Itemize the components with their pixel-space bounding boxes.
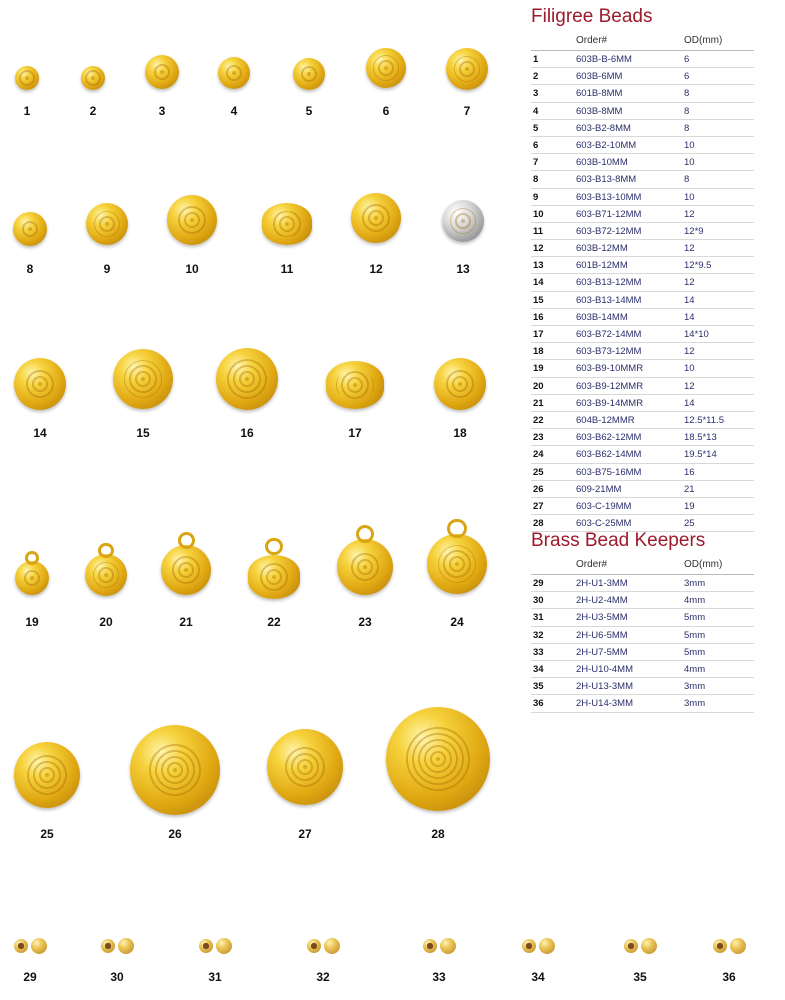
bead-label: 8 [26,262,34,276]
row-number: 22 [533,414,544,426]
table-row [531,120,754,137]
table-row [531,695,754,712]
keeper-rows [531,575,754,713]
bead-keeper-image [641,938,657,954]
order-number: 2H-U2-4MM [576,595,628,607]
bead-keeper-image [730,938,746,954]
bead-loop [178,532,195,549]
row-number: 35 [533,681,544,693]
bead-keeper-image [216,938,232,954]
outer-diameter: 12 [684,243,695,255]
bead-label: 32 [316,970,330,984]
table-row [531,429,754,446]
table-row [531,661,754,678]
bead-image [14,358,66,410]
outer-diameter: 5mm [684,612,706,624]
outer-diameter: 3mm [684,681,706,693]
row-number: 7 [533,157,539,169]
bead-loop [25,551,39,565]
table-row [531,326,754,343]
bead-image [218,57,250,89]
row-number: 33 [533,646,544,658]
outer-diameter: 14 [684,294,695,306]
row-number: 24 [533,449,544,461]
outer-diameter: 10 [684,139,695,151]
table-row [531,446,754,463]
bead-label: 5 [305,104,313,118]
order-number: 603B-10MM [576,157,628,169]
bead-label: 14 [33,426,47,440]
bead-keeper-image [324,938,340,954]
header-od: OD(mm) [684,35,723,46]
table-row [531,644,754,661]
outer-diameter: 12 [684,277,695,289]
bead-label: 28 [431,827,445,841]
row-number: 21 [533,397,544,409]
table-row [531,171,754,188]
outer-diameter: 10 [684,157,695,169]
bead-keeper-image [522,939,536,953]
bead-image [167,195,217,245]
row-number: 13 [533,260,544,272]
bead-label: 36 [722,970,736,984]
table-row [531,274,754,291]
order-number: 603-B62-12MM [576,432,642,444]
bead-label: 26 [168,827,182,841]
row-number: 25 [533,466,544,478]
order-number: 603-B72-12MM [576,225,642,237]
row-number: 20 [533,380,544,392]
table-row [531,464,754,481]
bead-label: 2 [89,104,97,118]
row-number: 28 [533,518,544,530]
outer-diameter: 8 [684,122,690,134]
bead-image [351,193,401,243]
row-number: 29 [533,578,544,589]
bead-keeper-image [624,939,638,953]
bead-image [216,348,278,410]
bead-loop [98,543,113,558]
order-number: 603-B9-10MMR [576,363,644,375]
bead-label: 4 [230,104,238,118]
bead-keeper-image [199,939,213,953]
outer-diameter: 14 [684,311,695,323]
table-row [531,481,754,498]
bead-image [86,203,128,245]
bead-label: 15 [136,426,150,440]
order-number: 603-B13-10MM [576,191,642,203]
keepers-table [531,556,754,713]
outer-diameter: 10 [684,363,695,375]
bead-label: 1 [23,104,31,118]
order-number: 603B-14MM [576,311,628,323]
bead-image [267,729,343,805]
bead-label: 25 [40,827,54,841]
bead-image [15,66,39,90]
bead-image [14,742,80,808]
order-number: 604B-12MMR [576,414,635,426]
order-number: 603-B9-14MMR [576,397,644,409]
row-number: 8 [533,174,539,186]
table-row [531,575,754,592]
bead-keeper-image [307,939,321,953]
table-row [531,51,754,68]
table-row [531,189,754,206]
order-number: 2H-U14-3MM [576,698,634,710]
table-row [531,592,754,609]
row-number: 27 [533,500,544,512]
table-row [531,378,754,395]
outer-diameter: 6 [684,71,690,83]
row-number: 5 [533,122,539,134]
order-number: 601B-8MM [576,88,623,100]
outer-diameter: 12*9 [684,225,704,237]
bead-label: 10 [185,262,199,276]
outer-diameter: 14 [684,397,695,409]
bead-label: 19 [25,615,39,629]
order-number: 2H-U3-5MM [576,612,628,624]
bead-image [85,554,127,596]
order-number: 603-B62-14MM [576,449,642,461]
table-row [531,103,754,120]
table-row [531,412,754,429]
outer-diameter: 4mm [684,663,706,675]
bead-label: 35 [633,970,647,984]
table-row [531,627,754,644]
bead-image [81,66,105,90]
outer-diameter: 12 [684,346,695,358]
bead-label: 16 [240,426,254,440]
order-number: 603B-12MM [576,243,628,255]
order-number: 609-21MM [576,483,622,495]
outer-diameter: 18.5*13 [684,432,717,444]
bead-label: 7 [463,104,471,118]
order-number: 2H-U13-3MM [576,681,634,693]
bead-label: 22 [267,615,281,629]
bead-image [427,534,487,594]
bead-image [145,55,179,89]
bead-label: 33 [432,970,446,984]
keepers-title: Brass Bead Keepers [531,530,706,551]
bead-label: 18 [453,426,467,440]
row-number: 9 [533,191,539,203]
bead-image [337,539,393,595]
outer-diameter: 19.5*14 [684,449,717,461]
outer-diameter: 12.5*11.5 [684,414,724,426]
bead-image [130,725,220,815]
outer-diameter: 19 [684,500,695,512]
bead-label: 6 [382,104,390,118]
table-row [531,137,754,154]
header-order: Order# [576,559,608,570]
bead-label: 13 [456,262,470,276]
bead-keeper-image [118,938,134,954]
bead-keeper-image [713,939,727,953]
outer-diameter: 5mm [684,629,706,641]
filigree-rows [531,51,754,532]
row-number: 32 [533,629,544,641]
outer-diameter: 8 [684,105,690,117]
table-row [531,257,754,274]
outer-diameter: 16 [684,466,695,478]
outer-diameter: 4mm [684,595,706,607]
row-number: 10 [533,208,544,220]
table-row [531,206,754,223]
bead-loop [447,519,466,538]
outer-diameter: 12*9.5 [684,260,712,272]
row-number: 18 [533,346,544,358]
row-number: 1 [533,54,539,65]
bead-label: 12 [369,262,383,276]
table-row [531,154,754,171]
bead-image [15,561,49,595]
outer-diameter: 8 [684,174,690,186]
bead-image [13,212,47,246]
outer-diameter: 12 [684,208,695,220]
bead-label: 27 [298,827,312,841]
table-row [531,223,754,240]
order-number: 603B-8MM [576,105,623,117]
outer-diameter: 25 [684,518,695,530]
header-order: Order# [576,35,608,46]
order-number: 603B-6MM [576,71,623,83]
bead-image [113,349,173,409]
order-number: 603-C-19MM [576,500,632,512]
order-number: 603-B13-12MM [576,277,642,289]
bead-label: 31 [208,970,222,984]
table-row [531,609,754,626]
outer-diameter: 3mm [684,578,706,589]
filigree-table [531,32,754,532]
row-number: 17 [533,329,544,340]
bead-keeper-image [101,939,115,953]
bead-image [442,200,484,242]
table-row [531,85,754,102]
bead-image [366,48,406,88]
order-number: 603-B2-10MM [576,139,637,151]
order-number: 603-B2-8MM [576,122,631,134]
table-row [531,395,754,412]
bead-image [434,358,486,410]
row-number: 30 [533,595,544,607]
order-number: 2H-U1-3MM [576,578,628,589]
table-row [531,309,754,326]
bead-label: 29 [23,970,37,984]
outer-diameter: 21 [684,483,695,495]
row-number: 23 [533,432,544,444]
row-number: 34 [533,663,544,675]
bead-label: 11 [280,262,294,276]
row-number: 12 [533,243,544,255]
order-number: 603-B71-12MM [576,208,642,220]
order-number: 2H-U7-5MM [576,646,628,658]
outer-diameter: 8 [684,88,690,100]
bead-keeper-image [423,939,437,953]
outer-diameter: 5mm [684,646,706,658]
bead-label: 24 [450,615,464,629]
order-number: 603-B13-14MM [576,294,642,306]
bead-keeper-image [14,939,28,953]
row-number: 11 [533,225,544,237]
row-number: 16 [533,311,544,323]
row-number: 2 [533,71,539,83]
table-row [531,292,754,309]
order-number: 603B-B-6MM [576,54,632,65]
outer-diameter: 14*10 [684,329,709,340]
outer-diameter: 3mm [684,698,706,710]
filigree-title: Filigree Beads [531,6,653,27]
order-number: 603-B13-8MM [576,174,637,186]
bead-label: 23 [358,615,372,629]
row-number: 26 [533,483,544,495]
order-number: 2H-U6-5MM [576,629,628,641]
bead-image [293,58,325,90]
bead-label: 34 [531,970,545,984]
table-row [531,678,754,695]
bead-keeper-image [539,938,555,954]
header-od: OD(mm) [684,559,723,570]
order-number: 601B-12MM [576,260,628,272]
bead-label: 30 [110,970,124,984]
order-number: 603-B72-14MM [576,329,642,340]
table-row [531,343,754,360]
bead-label: 9 [103,262,111,276]
bead-image [248,555,300,599]
table-row [531,240,754,257]
row-number: 14 [533,277,544,289]
outer-diameter: 12 [684,380,695,392]
bead-image [161,545,211,595]
row-number: 15 [533,294,544,306]
row-number: 4 [533,105,539,117]
keepers-table-header [531,556,754,575]
bead-image [262,203,312,245]
bead-keeper-image [440,938,456,954]
order-number: 603-B9-12MMR [576,380,644,392]
bead-image [326,361,384,410]
order-number: 2H-U10-4MM [576,663,634,675]
bead-keeper-image [31,938,47,954]
table-row [531,68,754,85]
bead-image [386,707,490,811]
row-number: 31 [533,612,544,624]
filigree-table-header [531,32,754,51]
outer-diameter: 10 [684,191,695,203]
row-number: 36 [533,698,544,710]
row-number: 19 [533,363,544,375]
row-number: 6 [533,139,539,151]
bead-image [446,48,488,90]
bead-label: 20 [99,615,113,629]
outer-diameter: 6 [684,54,690,65]
bead-loop [265,538,282,555]
table-row [531,498,754,515]
row-number: 3 [533,88,539,100]
order-number: 603-C-25MM [576,518,632,530]
bead-label: 3 [158,104,166,118]
bead-loop [356,525,374,543]
bead-label: 21 [179,615,193,629]
table-row [531,360,754,377]
order-number: 603-B75-16MM [576,466,642,478]
bead-label: 17 [348,426,362,440]
order-number: 603-B73-12MM [576,346,642,358]
